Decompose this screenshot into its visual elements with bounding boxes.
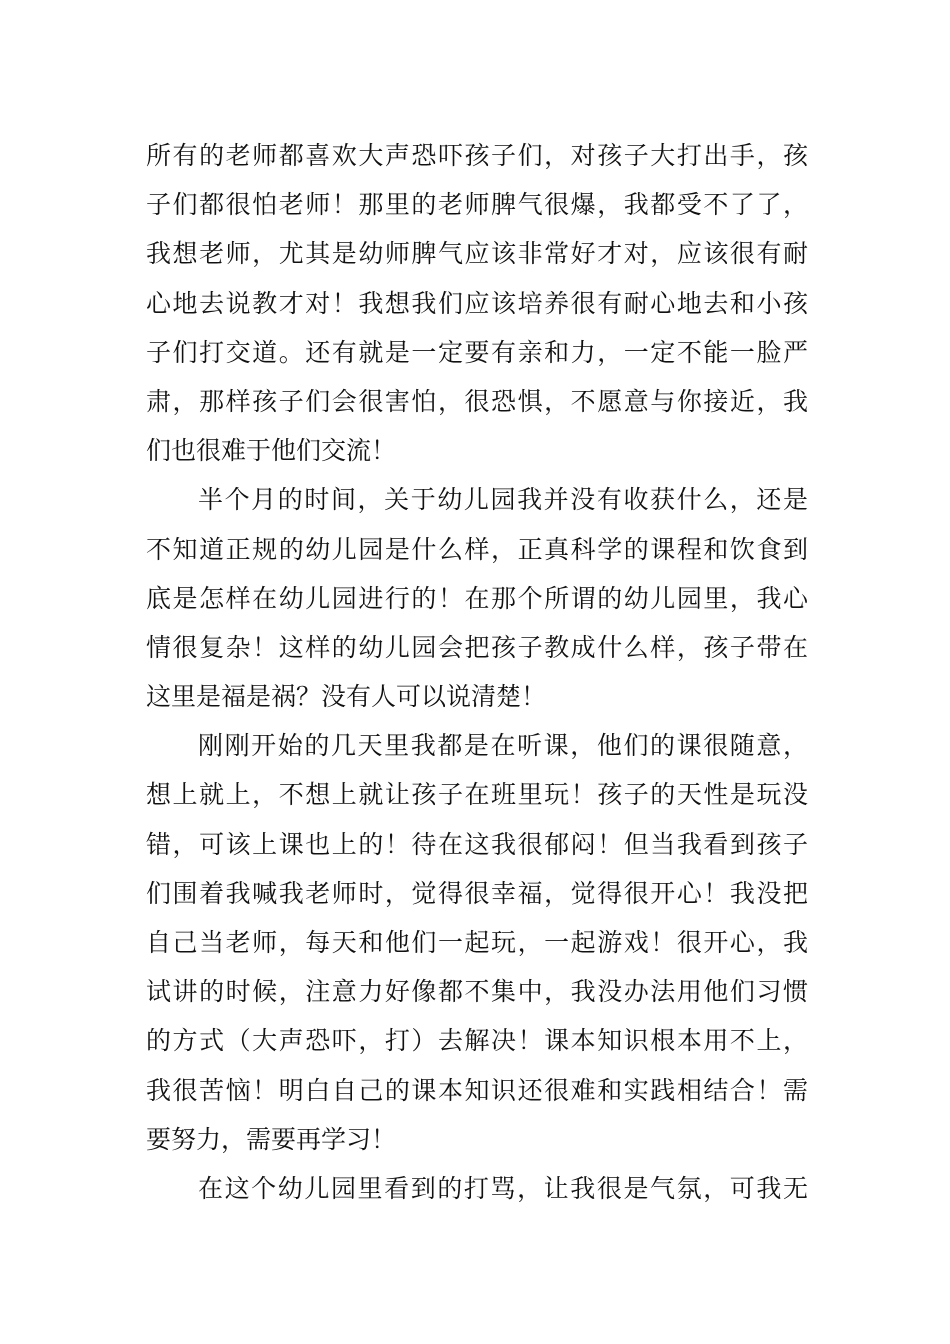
paragraph: [146, 721, 808, 1164]
text-line: 们也很难于他们交流！: [146, 436, 397, 466]
text-line: 试讲的时候，注意力好像都不集中，我没办法用他们习惯: [146, 977, 808, 1007]
paragraph: [146, 131, 808, 475]
text-line: 我很苦恼！明白自己的课本知识还很难和实践相结合！需: [146, 1075, 808, 1105]
text-line: 不知道正规的幼儿园是什么样，正真科学的课程和饮食到: [146, 534, 808, 564]
text-line: 我想老师，尤其是幼师脾气应该非常好才对，应该很有耐: [146, 239, 808, 269]
text-line: 子们打交道。还有就是一定要有亲和力，一定不能一脸严: [146, 337, 808, 367]
text-line: 这里是福是祸？没有人可以说清楚！: [146, 682, 547, 712]
text-line: 所有的老师都喜欢大声恐吓孩子们，对孩子大打出手，孩: [146, 141, 808, 170]
text-line: 想上就上，不想上就让孩子在班里玩！孩子的天性是玩没: [146, 780, 808, 810]
paragraph: [146, 1164, 808, 1213]
text-line: 底是怎样在幼儿园进行的！在那个所谓的幼儿园里，我心: [146, 583, 808, 613]
text-line: 错，可该上课也上的！待在这我很郁闷！但当我看到孩子: [146, 829, 808, 859]
text-line: 刚刚开始的几天里我都是在听课，他们的课很随意，: [198, 731, 808, 761]
text-line: 半个月的时间，关于幼儿园我并没有收获什么，还是: [198, 485, 808, 515]
text-line: 们围着我喊我老师时，觉得很幸福，觉得很开心！我没把: [146, 878, 808, 908]
text-line: 自己当老师，每天和他们一起玩，一起游戏！很开心，我: [146, 928, 808, 957]
paragraph: [146, 475, 808, 721]
text-line: 肃，那样孩子们会很害怕，很恐惧，不愿意与你接近，我: [146, 386, 808, 416]
text-line: 的方式（大声恐吓，打）去解决！课本知识根本用不上，: [146, 1026, 808, 1056]
text-line: 要努力，需要再学习！: [146, 1124, 397, 1154]
text-line: 子们都很怕老师！那里的老师脾气很爆，我都受不了了，: [146, 190, 808, 220]
text-line: 心地去说教才对！我想我们应该培养很有耐心地去和小孩: [146, 288, 808, 318]
text-line: 在这个幼儿园里看到的打骂，让我很是气氛，可我无: [198, 1173, 808, 1203]
text-line: 情很复杂！这样的幼儿园会把孩子教成什么样，孩子带在: [146, 632, 808, 662]
document-body: [146, 131, 808, 1213]
